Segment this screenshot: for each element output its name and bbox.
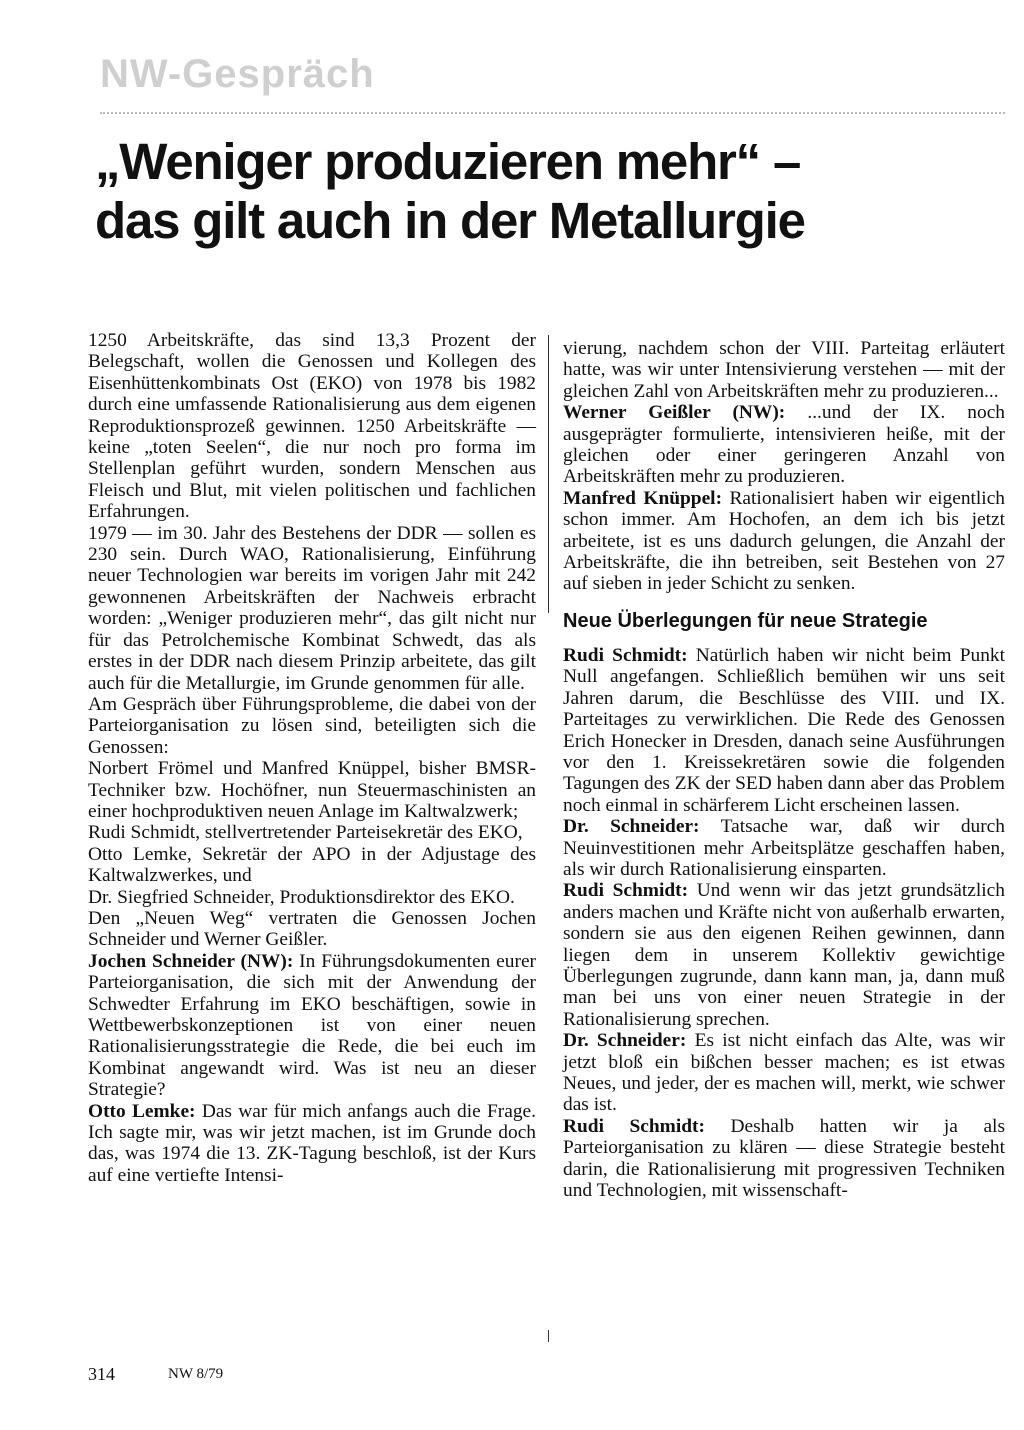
paragraph-text: Norbert Frömel und Manfred Knüppel, bisher BMSR-Techniker bzw. Hochöfner, nun Steuermaschinisten an einer hochproduktiven neuen Anlage im Kaltwalzwerk; <box>88 758 536 822</box>
paragraph-text: Den „Neuen Weg“ vertraten die Genossen Jochen Schneider und Werner Geißler. <box>88 907 536 951</box>
paragraph <box>563 1030 1005 1116</box>
speaker-name: Jochen Schneider (NW): <box>88 950 294 972</box>
paragraph <box>88 1101 536 1187</box>
paragraph <box>88 908 536 951</box>
paragraph-text: Deshalb hatten wir ja als Parteiorganisation zu klären — diese Strategie besteht darin, die Rationalisierung mit progressiven Techniken und Technologien, mit wissenschaft- <box>563 1115 1005 1202</box>
paragraph-text: Natürlich haben wir nicht beim Punkt Null angefangen. Schließlich bemühen wir uns seit Jahren darum, die Beschlüsse des VIII. und IX. Parteitages zu verwirklichen. Die Rede des Genossen Erich Honecker in Dresden, danach seine Ausführungen vor den 1. Kreissekretären sowie die folgenden Tagungen des ZK der SED haben dann aber das Problem noch einmal in schärferem Licht erscheinen lassen. <box>563 644 1005 816</box>
speaker-name: Dr. Schneider: <box>563 1030 687 1052</box>
right-column-part-2 <box>563 645 1005 1202</box>
paragraph <box>563 402 1005 488</box>
paragraph-text: vierung, nachdem schon der VIII. Parteitag erläutert hatte, was wir unter Intensivierung verstehen — mit der gleichen Zahl von Arbeitskräften mehr zu produzieren... <box>563 338 1005 402</box>
paragraph-text: ...und der IX. noch ausgeprägter formulierte, intensivieren heiße, mit der gleichen oder einer geringeren Anzahl von Arbeitskräften mehr zu produzieren. <box>563 402 1005 488</box>
paragraph-text: Rationalisiert haben wir eigentlich schon immer. Am Hochofen, an dem ich bis jetzt arbeitete, ist es uns dadurch gelungen, die Anzahl der Arbeitskräfte, die ihn betreiben, seit Bestehen von 27 auf sieben in jeder Schicht zu senken. <box>563 487 1005 595</box>
paragraph <box>563 816 1005 880</box>
right-column <box>563 338 1005 1201</box>
paragraph-text: Dr. Siegfried Schneider, Produktionsdirektor des EKO. <box>88 886 515 908</box>
paragraph-text: Am Gespräch über Führungsprobleme, die dabei von der Parteiorganisation zu lösen sind, beteiligten sich die Genossen: <box>88 693 536 758</box>
paragraph <box>88 844 536 887</box>
paragraph <box>563 880 1005 1030</box>
paragraph <box>88 330 536 523</box>
speaker-name: Manfred Knüppel: <box>563 487 723 509</box>
issue-label: NW 8/79 <box>168 1366 224 1382</box>
paragraph <box>88 822 536 843</box>
paragraph <box>88 887 536 908</box>
column-divider-bottom <box>548 1330 549 1342</box>
title-line-1: „Weniger produzieren mehr“ – <box>95 133 801 190</box>
section-kicker: NW-Gespräch <box>100 52 375 96</box>
paragraph <box>563 488 1005 595</box>
paragraph-text: Tatsache war, daß wir durch Neuinvestitionen mehr Arbeitsplätze geschaffen haben, als wir durch Rationalisierung einsparten. <box>563 816 1005 880</box>
paragraph <box>88 951 536 1101</box>
paragraph <box>563 1116 1005 1202</box>
paragraph <box>563 645 1005 816</box>
paragraph-text: Es ist nicht einfach das Alte, was wir jetzt bloß ein bißchen besser machen; es ist etwas Neues, und jeder, der es machen will, merkt, wie schwer das ist. <box>563 1030 1005 1116</box>
paragraph <box>563 338 1005 402</box>
left-column <box>88 330 536 1186</box>
right-column-part-1 <box>563 338 1005 595</box>
paragraph <box>88 694 536 758</box>
paragraph <box>88 523 536 694</box>
speaker-name: Rudi Schmidt: <box>563 880 689 902</box>
column-divider <box>548 335 549 613</box>
paragraph-text: Rudi Schmidt, stellvertretender Parteisekretär des EKO, <box>88 822 523 844</box>
speaker-name: Otto Lemke: <box>88 1100 196 1122</box>
paragraph-text: 1979 — im 30. Jahr des Bestehens der DDR — sollen es 230 sein. Durch WAO, Rationalisierung, Einführung neuer Technologien war bereits im vorigen Jahr mit 242 gewonnenen Arbeitskräften der Nachweis erbracht worden: „Weniger produzieren mehr“, das gilt nicht nur für das Petrolchemische Kombinat Schwedt, das als erstes in der DDR nach diesem Prinzip arbeitete, das gilt auch für die Metallurgie, im Grunde genommen für alle. <box>88 522 536 694</box>
speaker-name: Dr. Schneider: <box>563 816 700 838</box>
subheading: Neue Überlegungen für neue Strategie <box>563 609 928 632</box>
speaker-name: Rudi Schmidt: <box>563 644 688 666</box>
kicker-rule <box>100 112 1005 114</box>
paragraph-text: 1250 Arbeitskräfte, das sind 13,3 Prozent der Belegschaft, wollen die Genossen und Kollegen des Eisenhüttenkombinats Ost (EKO) von 1978 bis 1982 durch eine umfassende Rationalisierung aus dem eigenen Reproduktionsprozeß gewinnen. 1250 Arbeitskräfte — keine „toten Seelen“, die nur noch pro forma im Stellenplan geführt wurden, sondern Menschen aus Fleisch und Blut, mit vielen politischen und fachlichen Erfahrungen. <box>88 330 536 523</box>
page-number: 314 <box>88 1364 115 1384</box>
paragraph-text: Das war für mich anfangs auch die Frage. Ich sagte mir, was wir jetzt machen, ist im Grunde doch das, was 1974 die 13. ZK-Tagung beschloß, ist der Kurs auf eine vertiefte Intensi- <box>88 1100 536 1186</box>
speaker-name: Rudi Schmidt: <box>563 1115 705 1137</box>
paragraph-text: In Führungsdokumenten eurer Parteiorganisation, die sich mit der Anwendung der Schwedter Erfahrung im EKO beschäftigen, sowie in Wettbewerbskonzeptionen ist von einer neuen Rationalisierungsstrategie die Rede, die bei euch im Kombinat angewandt wird. Was ist neu an dieser Strategie? <box>88 950 537 1101</box>
paragraph-text: Otto Lemke, Sekretär der APO in der Adjustage des Kaltwalzwerkes, und <box>88 843 536 887</box>
paragraph-text: Und wenn wir das jetzt grundsätzlich anders machen und Kräfte nicht von außerhalb erwarten, sondern sie aus den eigenen Reihen gewinnen, dann liegen dem in unserem Kollektiv gewichtige Überlegungen zugrunde, dann kann man, ja, dann muß man bei uns von einer neuen Strategie in der Rationalisierung sprechen. <box>563 880 1005 1030</box>
speaker-name: Werner Geißler (NW): <box>563 402 786 424</box>
page-title <box>95 132 995 250</box>
paragraph <box>88 758 536 822</box>
title-line-2: das gilt auch in der Metallurgie <box>95 192 805 249</box>
